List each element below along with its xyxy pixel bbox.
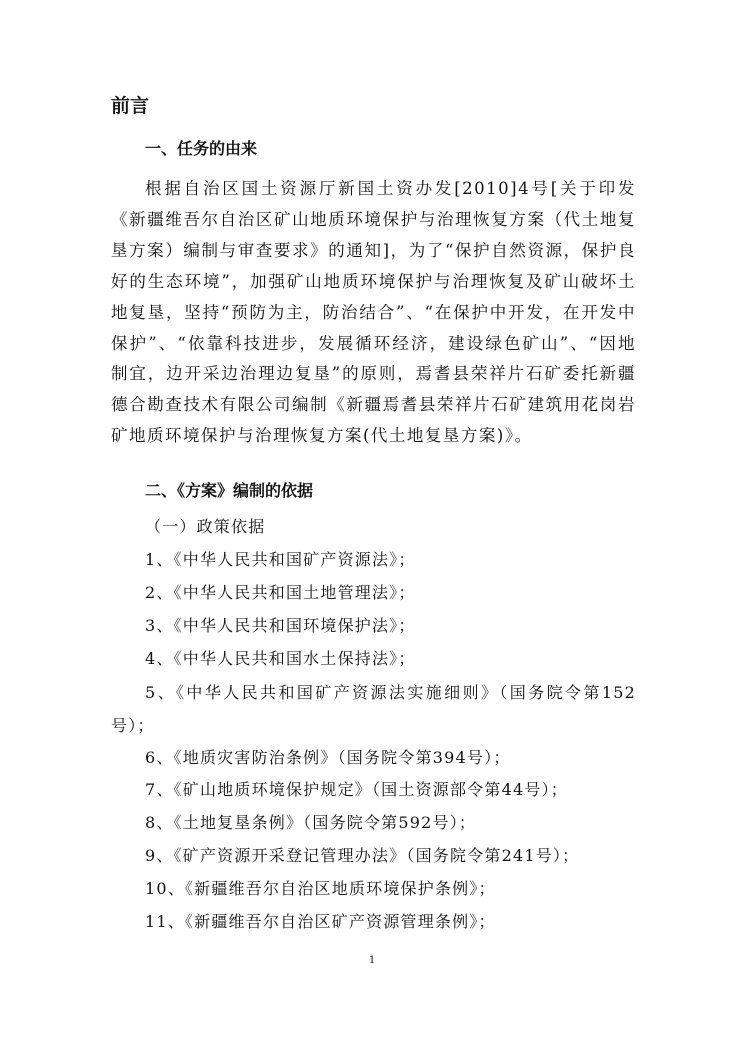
- page-number: 1: [368, 955, 376, 966]
- page-title: 前言: [111, 95, 150, 117]
- list-item: 1、《中华人民共和国矿产资源法》；: [145, 549, 416, 569]
- list-item: 11、《新疆维吾尔自治区矿产资源管理条例》；: [145, 912, 496, 932]
- list-item: 10、《新疆维吾尔自治区地质环境保护条例》；: [145, 879, 496, 899]
- list-item: 5、《中华人民共和国矿产资源法实施细则》（国务院令第152号）；: [111, 682, 636, 735]
- list-item: 8、《土地复垦条例》（国务院令第592号）；: [145, 813, 477, 833]
- list-item: 2、《中华人民共和国土地管理法》；: [145, 582, 416, 602]
- section-heading-origin: 一、任务的由来: [145, 139, 258, 158]
- section-heading-basis: 二、《方案》编制的依据: [145, 481, 314, 500]
- list-item: 9、《矿产资源开采登记管理办法》（国务院令第241号）；: [145, 846, 580, 866]
- list-item: 4、《中华人民共和国水土保持法》；: [145, 648, 416, 668]
- list-item: 7、《矿山地质环境保护规定》（国土资源部令第44号）；: [145, 780, 568, 800]
- list-item: （一）政策依据: [145, 517, 266, 536]
- list-item: 3、《中华人民共和国环境保护法》；: [145, 615, 416, 635]
- section-paragraph-origin: 根据自治区国土资源厅新国土资办发[2010]4号[关于印发《新疆维吾尔自治区矿山地质环境保护与治理恢复方案（代土地复垦方案）编制与审查要求》的通知]，为了“保护自然资源，保护良好的生态环境”，加强矿山地质环境保护与治理恢复及矿山破坏土地复垦，坚持“预防为主，防治结合”、“在保护中开发，在开发中保护”、“依靠科技进步，发展循环经济，建设绿色矿山”、“因地制宜，边开采边治理边复垦”的原则，焉耆县荣祥片石矿委托新疆德合勘查技术有限公司编制《新疆焉耆县荣祥片石矿建筑用花岗岩矿地质环境保护与治理恢复方案(代土地复垦方案)》。: [111, 179, 636, 446]
- list-item: 6、《地质灾害防治条例》（国务院令第394号）；: [145, 747, 511, 767]
- basis-list: [111, 511, 636, 939]
